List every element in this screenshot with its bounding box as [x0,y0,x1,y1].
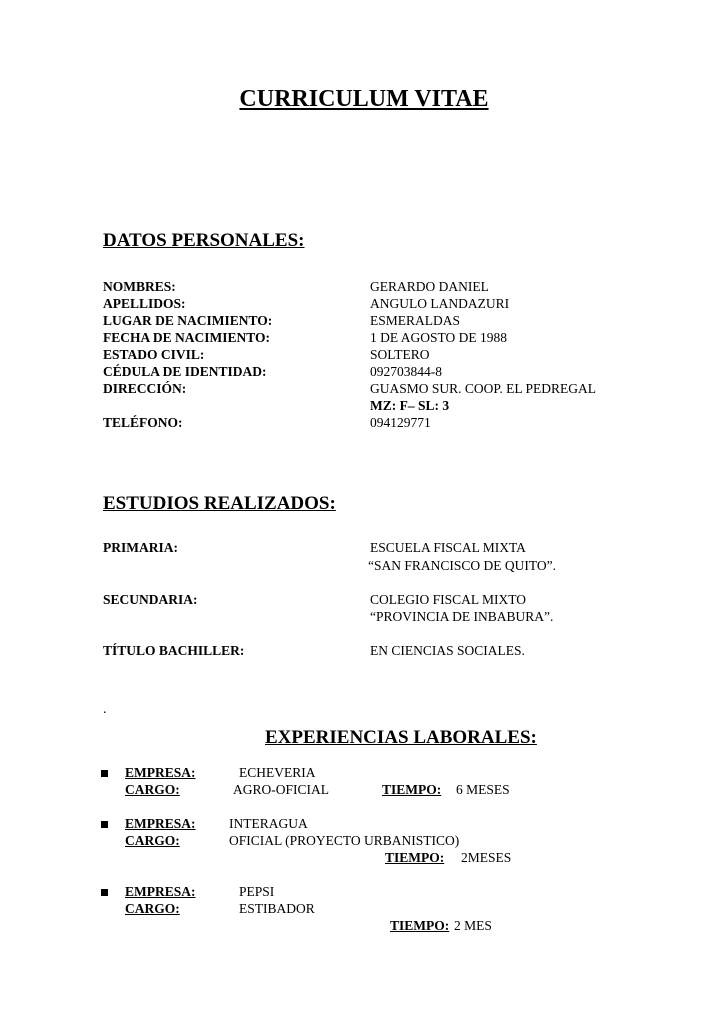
primary-label: PRIMARIA: [103,540,178,555]
address-label: DIRECCIÓN: [103,381,187,396]
surnames-value: ANGULO LANDAZURI [370,296,510,311]
job-company-value: ECHEVERIA [239,765,316,780]
names-value: GERARDO DANIEL [370,279,489,294]
job-position-label: CARGO: [125,833,180,848]
job-time-value: 2MESES [461,850,512,865]
bachelor-title-value: EN CIENCIAS SOCIALES. [370,643,525,658]
job-position-value: ESTIBADOR [239,901,315,916]
job-position-value: OFICIAL (PROYECTO URBANISTICO) [229,833,460,848]
job-position-value: AGRO-OFICIAL [233,782,329,797]
job-time-label: TIEMPO: [390,918,450,933]
birthdate-value: 1 DE AGOSTO DE 1988 [370,330,508,345]
personal-data-heading: DATOS PERSONALES: [103,230,305,251]
stray-dot: . [103,702,107,717]
experience-heading: EXPERIENCIAS LABORALES: [265,727,537,748]
phone-label: TELÉFONO: [103,415,183,430]
phone-value: 094129771 [370,415,431,430]
id-card-label: CÉDULA DE IDENTIDAD: [103,364,267,379]
secondary-value: COLEGIO FISCAL MIXTO [370,592,527,607]
surnames-label: APELLIDOS: [103,296,186,311]
job-company-label: EMPRESA: [125,884,196,899]
names-label: NOMBRES: [103,279,176,294]
job-company-value: INTERAGUA [229,816,308,831]
secondary-label: SECUNDARIA: [103,592,198,607]
birthplace-value: ESMERALDAS [370,313,461,328]
job-time-label: TIEMPO: [385,850,445,865]
job-time-value: 2 MES [454,918,492,933]
birthplace-label: LUGAR DE NACIMIENTO: [103,313,273,328]
job-time-label: TIEMPO: [382,782,442,797]
job-position-label: CARGO: [125,901,180,916]
job-company-label: EMPRESA: [125,765,196,780]
job-company-label: EMPRESA: [125,816,196,831]
secondary-value-line2: “PROVINCIA DE INBABURA”. [370,609,554,624]
job-company-value: PEPSI [239,884,275,899]
document-title: CURRICULUM VITAE [239,86,489,112]
bullet-icon [101,821,108,828]
address-value-line2: MZ: F– SL: 3 [370,398,450,413]
civil-status-label: ESTADO CIVIL: [103,347,205,362]
bachelor-title-label: TÍTULO BACHILLER: [103,643,245,658]
bullet-icon [101,770,108,777]
birthdate-label: FECHA DE NACIMIENTO: [103,330,271,345]
job-position-label: CARGO: [125,782,180,797]
primary-value-line2: “SAN FRANCISCO DE QUITO”. [368,558,557,573]
id-card-value: 092703844-8 [370,364,442,379]
address-value: GUASMO SUR. COOP. EL PEDREGAL [370,381,597,396]
bullet-icon [101,889,108,896]
job-time-value: 6 MESES [456,782,510,797]
studies-heading: ESTUDIOS REALIZADOS: [103,493,336,514]
primary-value: ESCUELA FISCAL MIXTA [370,540,526,555]
civil-status-value: SOLTERO [370,347,430,362]
